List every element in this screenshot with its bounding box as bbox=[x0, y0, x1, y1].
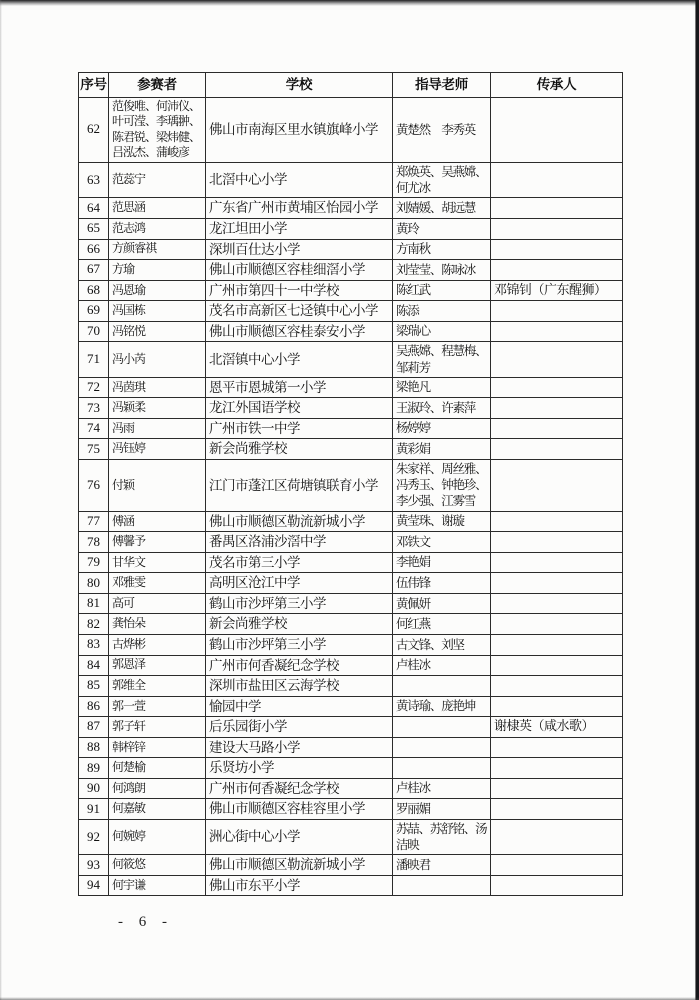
school-cell: 佛山市顺德区勒流新城小学 bbox=[206, 511, 393, 532]
inheritor-cell bbox=[491, 676, 623, 697]
participant-cell: 韩梓锌 bbox=[109, 737, 206, 758]
row-number-cell: 86 bbox=[79, 696, 109, 717]
school-cell: 江门市蓬江区荷塘镇联育小学 bbox=[206, 459, 393, 511]
table-row bbox=[79, 439, 623, 460]
table-row bbox=[79, 614, 623, 635]
inheritor-cell bbox=[491, 593, 623, 614]
participant-cell: 范俊唯、何沛仪、叶可滢、李瑀翀、陈君锐、梁炜健、吕泓杰、蒲峻彦 bbox=[109, 97, 206, 162]
participant-cell: 何嘉敏 bbox=[109, 799, 206, 820]
inheritor-cell bbox=[491, 634, 623, 655]
school-cell: 龙江坦田小学 bbox=[206, 218, 393, 239]
row-number-cell: 65 bbox=[79, 218, 109, 239]
school-cell: 茂名市高新区七迳镇中心小学 bbox=[206, 301, 393, 322]
instructor-cell: 李艳娟 bbox=[393, 552, 491, 573]
school-cell: 佛山市东平小学 bbox=[206, 875, 393, 896]
participant-cell: 何筱悠 bbox=[109, 855, 206, 876]
table-row bbox=[79, 778, 623, 799]
inheritor-cell bbox=[491, 655, 623, 676]
table-row bbox=[79, 218, 623, 239]
participant-cell: 郭子轩 bbox=[109, 717, 206, 738]
row-number-cell: 92 bbox=[79, 819, 109, 855]
participant-cell: 范思涵 bbox=[109, 198, 206, 219]
participant-cell: 傅馨予 bbox=[109, 532, 206, 553]
instructor-cell bbox=[393, 758, 491, 779]
instructor-cell: 邓铁文 bbox=[393, 532, 491, 553]
participant-cell: 郭维全 bbox=[109, 676, 206, 697]
inheritor-cell bbox=[491, 614, 623, 635]
instructor-cell bbox=[393, 875, 491, 896]
row-number-cell: 75 bbox=[79, 439, 109, 460]
school-cell: 新会尚雅学校 bbox=[206, 439, 393, 460]
table-row bbox=[79, 573, 623, 594]
row-number-cell: 74 bbox=[79, 418, 109, 439]
table-row bbox=[79, 696, 623, 717]
instructor-cell: 卢桂冰 bbox=[393, 655, 491, 676]
instructor-cell bbox=[393, 717, 491, 738]
inheritor-cell bbox=[491, 301, 623, 322]
instructor-cell: 杨婷婷 bbox=[393, 418, 491, 439]
row-number-cell: 87 bbox=[79, 717, 109, 738]
participant-cell: 冯国栋 bbox=[109, 301, 206, 322]
row-number-cell: 73 bbox=[79, 398, 109, 419]
inheritor-cell bbox=[491, 97, 623, 162]
inheritor-cell bbox=[491, 162, 623, 198]
table-row bbox=[79, 552, 623, 573]
instructor-cell: 方南秋 bbox=[393, 239, 491, 260]
table-row bbox=[79, 321, 623, 342]
inheritor-cell bbox=[491, 855, 623, 876]
participant-cell: 何宇谦 bbox=[109, 875, 206, 896]
participant-cell: 邓雅雯 bbox=[109, 573, 206, 594]
inheritor-cell bbox=[491, 799, 623, 820]
instructor-cell: 黄楚然 李秀英 bbox=[393, 97, 491, 162]
inheritor-cell bbox=[491, 511, 623, 532]
inheritor-cell bbox=[491, 819, 623, 855]
school-cell: 广州市第四十一中学校 bbox=[206, 280, 393, 301]
instructor-cell: 梁艳凡 bbox=[393, 377, 491, 398]
row-number-cell: 81 bbox=[79, 593, 109, 614]
instructor-cell: 黄佩妍 bbox=[393, 593, 491, 614]
row-number-cell: 93 bbox=[79, 855, 109, 876]
instructor-cell: 朱家祥、周丝雅、冯秀玉、钟艳珍、李少强、江雾雪 bbox=[393, 459, 491, 511]
scan-edge-right bbox=[695, 0, 699, 1000]
inheritor-cell bbox=[491, 532, 623, 553]
inheritor-cell bbox=[491, 218, 623, 239]
participants-table bbox=[78, 72, 623, 896]
school-cell: 广州市何香凝纪念学校 bbox=[206, 778, 393, 799]
instructor-cell: 伍伟锋 bbox=[393, 573, 491, 594]
instructor-cell: 黄诗瑜、庞艳坤 bbox=[393, 696, 491, 717]
school-cell: 北滘镇中心小学 bbox=[206, 342, 393, 378]
instructor-cell: 黄莹珠、谢璇 bbox=[393, 511, 491, 532]
row-number-cell: 85 bbox=[79, 676, 109, 697]
instructor-cell: 刘莹莹、陈咏冰 bbox=[393, 260, 491, 281]
inheritor-cell bbox=[491, 239, 623, 260]
inheritor-cell bbox=[491, 758, 623, 779]
inheritor-cell bbox=[491, 198, 623, 219]
instructor-cell: 王淑玲、许素萍 bbox=[393, 398, 491, 419]
table-row bbox=[79, 799, 623, 820]
instructor-cell: 黄玲 bbox=[393, 218, 491, 239]
participant-cell: 何楚榆 bbox=[109, 758, 206, 779]
table-header-row bbox=[79, 73, 623, 98]
row-number-cell: 82 bbox=[79, 614, 109, 635]
participant-cell: 冯钰婷 bbox=[109, 439, 206, 460]
instructor-cell bbox=[393, 737, 491, 758]
table-row bbox=[79, 239, 623, 260]
row-number-cell: 66 bbox=[79, 239, 109, 260]
row-number-cell: 78 bbox=[79, 532, 109, 553]
table-body bbox=[79, 97, 623, 896]
inheritor-cell: 谢棣英（咸水歌） bbox=[491, 717, 623, 738]
table-row bbox=[79, 342, 623, 378]
participant-cell: 冯小芮 bbox=[109, 342, 206, 378]
table-row bbox=[79, 758, 623, 779]
header-inheritor: 传承人 bbox=[491, 73, 623, 98]
row-number-cell: 67 bbox=[79, 260, 109, 281]
header-participant: 参赛者 bbox=[109, 73, 206, 98]
participant-cell: 郭恩泽 bbox=[109, 655, 206, 676]
table-row bbox=[79, 418, 623, 439]
instructor-cell: 黄彩娟 bbox=[393, 439, 491, 460]
row-number-cell: 90 bbox=[79, 778, 109, 799]
scan-edge-top bbox=[0, 0, 699, 6]
school-cell: 广州市铁一中学 bbox=[206, 418, 393, 439]
inheritor-cell bbox=[491, 260, 623, 281]
participant-cell: 付颖 bbox=[109, 459, 206, 511]
school-cell: 广州市何香凝纪念学校 bbox=[206, 655, 393, 676]
inheritor-cell bbox=[491, 377, 623, 398]
table-row bbox=[79, 655, 623, 676]
inheritor-cell bbox=[491, 321, 623, 342]
instructor-cell: 罗丽媚 bbox=[393, 799, 491, 820]
school-cell: 高明区沧江中学 bbox=[206, 573, 393, 594]
inheritor-cell bbox=[491, 573, 623, 594]
row-number-cell: 91 bbox=[79, 799, 109, 820]
table-row bbox=[79, 398, 623, 419]
school-cell: 茂名市第三小学 bbox=[206, 552, 393, 573]
school-cell: 深圳百仕达小学 bbox=[206, 239, 393, 260]
table-row bbox=[79, 301, 623, 322]
inheritor-cell bbox=[491, 398, 623, 419]
school-cell: 洲心街中心小学 bbox=[206, 819, 393, 855]
row-number-cell: 83 bbox=[79, 634, 109, 655]
table-row bbox=[79, 260, 623, 281]
school-cell: 鹤山市沙坪第三小学 bbox=[206, 634, 393, 655]
row-number-cell: 64 bbox=[79, 198, 109, 219]
page-number: - 6 - bbox=[118, 914, 173, 930]
school-cell: 广东省广州市黄埔区怡园小学 bbox=[206, 198, 393, 219]
participant-cell: 方瑜 bbox=[109, 260, 206, 281]
row-number-cell: 88 bbox=[79, 737, 109, 758]
table-row bbox=[79, 511, 623, 532]
inheritor-cell bbox=[491, 778, 623, 799]
inheritor-cell bbox=[491, 875, 623, 896]
header-no: 序号 bbox=[79, 73, 109, 98]
participant-cell: 甘华文 bbox=[109, 552, 206, 573]
row-number-cell: 77 bbox=[79, 511, 109, 532]
row-number-cell: 68 bbox=[79, 280, 109, 301]
table-row bbox=[79, 676, 623, 697]
inheritor-cell bbox=[491, 696, 623, 717]
participant-cell: 龚怡朵 bbox=[109, 614, 206, 635]
participant-cell: 何鸿朗 bbox=[109, 778, 206, 799]
participant-cell: 傅涵 bbox=[109, 511, 206, 532]
school-cell: 番禺区洛浦沙滘中学 bbox=[206, 532, 393, 553]
school-cell: 愉园中学 bbox=[206, 696, 393, 717]
school-cell: 佛山市顺德区容桂容里小学 bbox=[206, 799, 393, 820]
inheritor-cell bbox=[491, 418, 623, 439]
table-row bbox=[79, 717, 623, 738]
participant-cell: 冯雨 bbox=[109, 418, 206, 439]
table-row bbox=[79, 855, 623, 876]
table-row bbox=[79, 593, 623, 614]
row-number-cell: 69 bbox=[79, 301, 109, 322]
row-number-cell: 76 bbox=[79, 459, 109, 511]
instructor-cell: 陈红武 bbox=[393, 280, 491, 301]
instructor-cell: 古文锋、刘坚 bbox=[393, 634, 491, 655]
participant-cell: 冯铭悦 bbox=[109, 321, 206, 342]
table-row bbox=[79, 280, 623, 301]
school-cell: 佛山市顺德区容桂细滘小学 bbox=[206, 260, 393, 281]
inheritor-cell bbox=[491, 439, 623, 460]
instructor-cell: 苏喆、苏舒铭、汤洁映 bbox=[393, 819, 491, 855]
participant-cell: 冯茵琪 bbox=[109, 377, 206, 398]
school-cell: 恩平市恩城第一小学 bbox=[206, 377, 393, 398]
header-instructor: 指导老师 bbox=[393, 73, 491, 98]
header-school: 学校 bbox=[206, 73, 393, 98]
instructor-cell bbox=[393, 676, 491, 697]
table-row bbox=[79, 875, 623, 896]
row-number-cell: 70 bbox=[79, 321, 109, 342]
row-number-cell: 89 bbox=[79, 758, 109, 779]
participant-cell: 范蕊宁 bbox=[109, 162, 206, 198]
table-row bbox=[79, 377, 623, 398]
table-row bbox=[79, 532, 623, 553]
row-number-cell: 80 bbox=[79, 573, 109, 594]
instructor-cell: 潘映君 bbox=[393, 855, 491, 876]
participant-cell: 方颜睿祺 bbox=[109, 239, 206, 260]
row-number-cell: 84 bbox=[79, 655, 109, 676]
inheritor-cell bbox=[491, 552, 623, 573]
inheritor-cell bbox=[491, 459, 623, 511]
school-cell: 建设大马路小学 bbox=[206, 737, 393, 758]
scan-edge-left bbox=[0, 0, 2, 1000]
participant-cell: 郭一萱 bbox=[109, 696, 206, 717]
instructor-cell: 卢桂冰 bbox=[393, 778, 491, 799]
school-cell: 佛山市顺德区勒流新城小学 bbox=[206, 855, 393, 876]
instructor-cell: 吴燕嫦、程慧梅、邹莉芳 bbox=[393, 342, 491, 378]
school-cell: 乐贤坊小学 bbox=[206, 758, 393, 779]
row-number-cell: 79 bbox=[79, 552, 109, 573]
inheritor-cell bbox=[491, 737, 623, 758]
instructor-cell: 陈添 bbox=[393, 301, 491, 322]
instructor-cell: 刘婧媛、胡远慧 bbox=[393, 198, 491, 219]
table-row bbox=[79, 819, 623, 855]
participant-cell: 冯恩瑜 bbox=[109, 280, 206, 301]
school-cell: 北滘中心小学 bbox=[206, 162, 393, 198]
table-row bbox=[79, 634, 623, 655]
row-number-cell: 94 bbox=[79, 875, 109, 896]
school-cell: 新会尚雅学校 bbox=[206, 614, 393, 635]
participant-cell: 古烨彬 bbox=[109, 634, 206, 655]
instructor-cell: 梁瑞心 bbox=[393, 321, 491, 342]
participant-cell: 何婉婷 bbox=[109, 819, 206, 855]
row-number-cell: 71 bbox=[79, 342, 109, 378]
inheritor-cell bbox=[491, 342, 623, 378]
table-row bbox=[79, 198, 623, 219]
school-cell: 龙江外国语学校 bbox=[206, 398, 393, 419]
table-row bbox=[79, 162, 623, 198]
participant-cell: 冯颖柔 bbox=[109, 398, 206, 419]
school-cell: 佛山市顺德区容桂泰安小学 bbox=[206, 321, 393, 342]
school-cell: 深圳市盐田区云海学校 bbox=[206, 676, 393, 697]
school-cell: 佛山市南海区里水镇旗峰小学 bbox=[206, 97, 393, 162]
table-row bbox=[79, 459, 623, 511]
instructor-cell: 郑焕英、吴燕嫦、何尤冰 bbox=[393, 162, 491, 198]
school-cell: 鹤山市沙坪第三小学 bbox=[206, 593, 393, 614]
inheritor-cell: 邓锦钊（广东醒狮） bbox=[491, 280, 623, 301]
instructor-cell: 何红燕 bbox=[393, 614, 491, 635]
table-row bbox=[79, 97, 623, 162]
row-number-cell: 63 bbox=[79, 162, 109, 198]
table-row bbox=[79, 737, 623, 758]
participant-cell: 高可 bbox=[109, 593, 206, 614]
school-cell: 后乐园街小学 bbox=[206, 717, 393, 738]
row-number-cell: 72 bbox=[79, 377, 109, 398]
row-number-cell: 62 bbox=[79, 97, 109, 162]
participant-cell: 范志鸿 bbox=[109, 218, 206, 239]
